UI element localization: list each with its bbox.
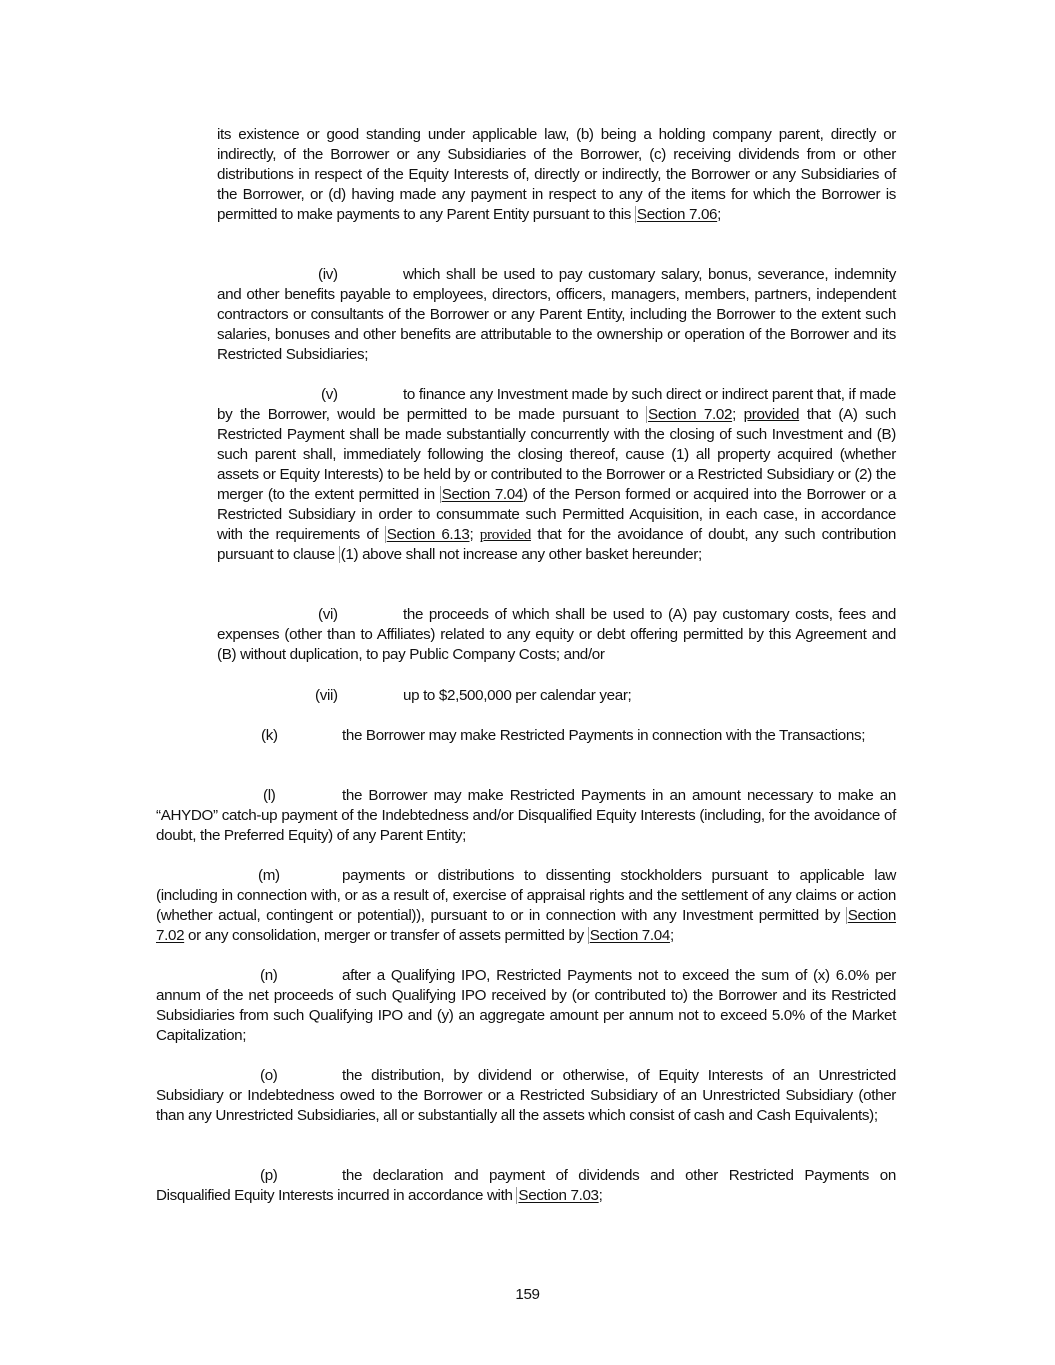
text: ; [669, 927, 674, 944]
clause-label: (k) [261, 727, 278, 744]
clause-text: the Borrower may make Restricted Payments in connection with the Transactions; [342, 727, 866, 744]
text: above shall not increase any other basket hereunder; [358, 546, 702, 563]
section-reference-link[interactable]: Section 7.06 [636, 206, 718, 223]
clause-reference-link[interactable]: (1) [340, 546, 359, 563]
text: ; [732, 406, 744, 423]
section-reference-link[interactable]: Section 6.13 [386, 526, 470, 543]
clause-text: after a Qualifying IPO, Restricted Payments not to exceed the sum of (x) 6.0% per annum of the net proceeds of such Qualifying IPO received by (or contributed to) the Borrower and its Restricted Subsidiaries from such Qualifying IPO and (y) an aggregate amount per annum not to exceed 5.0% of the Market Capitalization; [156, 967, 896, 1044]
text: ; [598, 1187, 603, 1204]
clause-m [156, 866, 896, 946]
clause-l [156, 786, 896, 846]
clause-n [156, 966, 896, 1046]
clause-label: (iv) [318, 266, 338, 283]
clause-text: which shall be used to pay customary salary, bonus, severance, indemnity and other benefits payable to employees, directors, officers, managers, members, partners, independent contractors or consultants of the Borrower or any Parent Entity, including the Borrower to the extent such salaries, bonuses and other benefits are attributable to the ownership or operation of the Borrower and its Restricted Subsidiaries; [217, 266, 896, 363]
text: ) of the Person formed or acquired into the Borrower or a Restricted Subsidiary in order to consummate such Permitted Acquisition, in each case, in accordance with the requirements of [217, 486, 896, 543]
clause-k [156, 726, 896, 746]
paragraph-continuation [217, 125, 896, 225]
section-reference-link[interactable]: Section 7.04 [441, 486, 523, 503]
text: or any consolidation, merger or transfer of assets permitted by [184, 927, 588, 944]
provided-term: provided [743, 406, 800, 423]
section-reference-link[interactable]: Section 7.04 [589, 927, 670, 944]
clause-vi [217, 605, 896, 665]
text: payments or distributions to dissenting stockholders pursuant to applicable law (including in connection with, or as a result of, exercise of appraisal rights and the settlement of any claims or action (whether actual, contingent or potential)), pursuant to or in connection with any Investment permitted by [156, 867, 896, 924]
clause-vii [217, 686, 896, 706]
clause-text: the proceeds of which shall be used to (A) pay customary costs, fees and expenses (other than to Affiliates) related to any equity or debt offering permitted by this Agreement and (B) without duplication, to pay Public Company Costs; and/or [217, 606, 896, 663]
clause-label: (n) [260, 967, 278, 984]
text: ; [469, 526, 480, 543]
clause-iv [217, 265, 896, 365]
clause-label: (l) [263, 787, 276, 804]
provided-term: provided [479, 526, 531, 543]
clause-text: the Borrower may make Restricted Payments in an amount necessary to make an “AHYDO” catch-up payment of the Indebtedness and/or Disqualified Equity Interests (including, for the avoidance of doubt, the Preferred Equity) of any Parent Entity; [156, 787, 896, 844]
section-reference-link[interactable]: Section 7.02 [156, 907, 896, 944]
section-reference-link[interactable]: Section 7.02 [648, 406, 733, 423]
page-number: 159 [515, 1286, 540, 1303]
clause-label: (vii) [315, 687, 338, 704]
clause-o [156, 1066, 896, 1126]
text: the declaration and payment of dividends and other Restricted Payments on Disqualified Equity Interests incurred in accordance with [156, 1167, 896, 1204]
text: that for the avoidance of doubt, any such contribution pursuant to clause [217, 526, 896, 563]
text: that (A) such Restricted Payment shall be made substantially concurrently with the closing of such Investment and (B) such parent shall, immediately following the closing thereof, cause (1) all property acquired (whether assets or Equity Interests) to be held by or contributed to the Borrower or a Restricted Subsidiary or (2) the merger (to the extent permitted in [217, 406, 896, 503]
text: its existence or good standing under applicable law, (b) being a holding company parent, directly or indirectly, of the Borrower or any Subsidiaries of the Borrower, (c) receiving dividends from or other distributions in respect of the Equity Interests of, directly or indirectly, the Borrower or any Subsidiaries of the Borrower, or (d) having made any payment in respect to any of the items for which the Borrower is permitted to make payments to any Parent Entity pursuant to this [217, 126, 896, 223]
clause-text: up to $2,500,000 per calendar year; [403, 687, 632, 704]
section-reference-link[interactable]: Section 7.03 [518, 1187, 599, 1204]
text: to finance any Investment made by such direct or indirect parent that, if made by the Borrower, would be permitted to be made pursuant to [217, 386, 896, 423]
clause-label: (o) [260, 1067, 278, 1084]
clause-label: (vi) [318, 606, 338, 623]
clause-text: the distribution, by dividend or otherwise, of Equity Interests of an Unrestricted Subsidiary or Indebtedness owed to the Borrower or a Restricted Subsidiary of an Unrestricted Subsidiary (other than any Unrestricted Subsidiaries, all or substantially all the assets which consist of cash and Cash Equivalents); [156, 1067, 896, 1124]
text: ; [717, 206, 722, 223]
clause-label: (p) [260, 1167, 278, 1184]
clause-p [156, 1166, 896, 1206]
clause-label: (m) [258, 867, 280, 884]
clause-label: (v) [321, 386, 338, 403]
clause-v [217, 385, 896, 565]
